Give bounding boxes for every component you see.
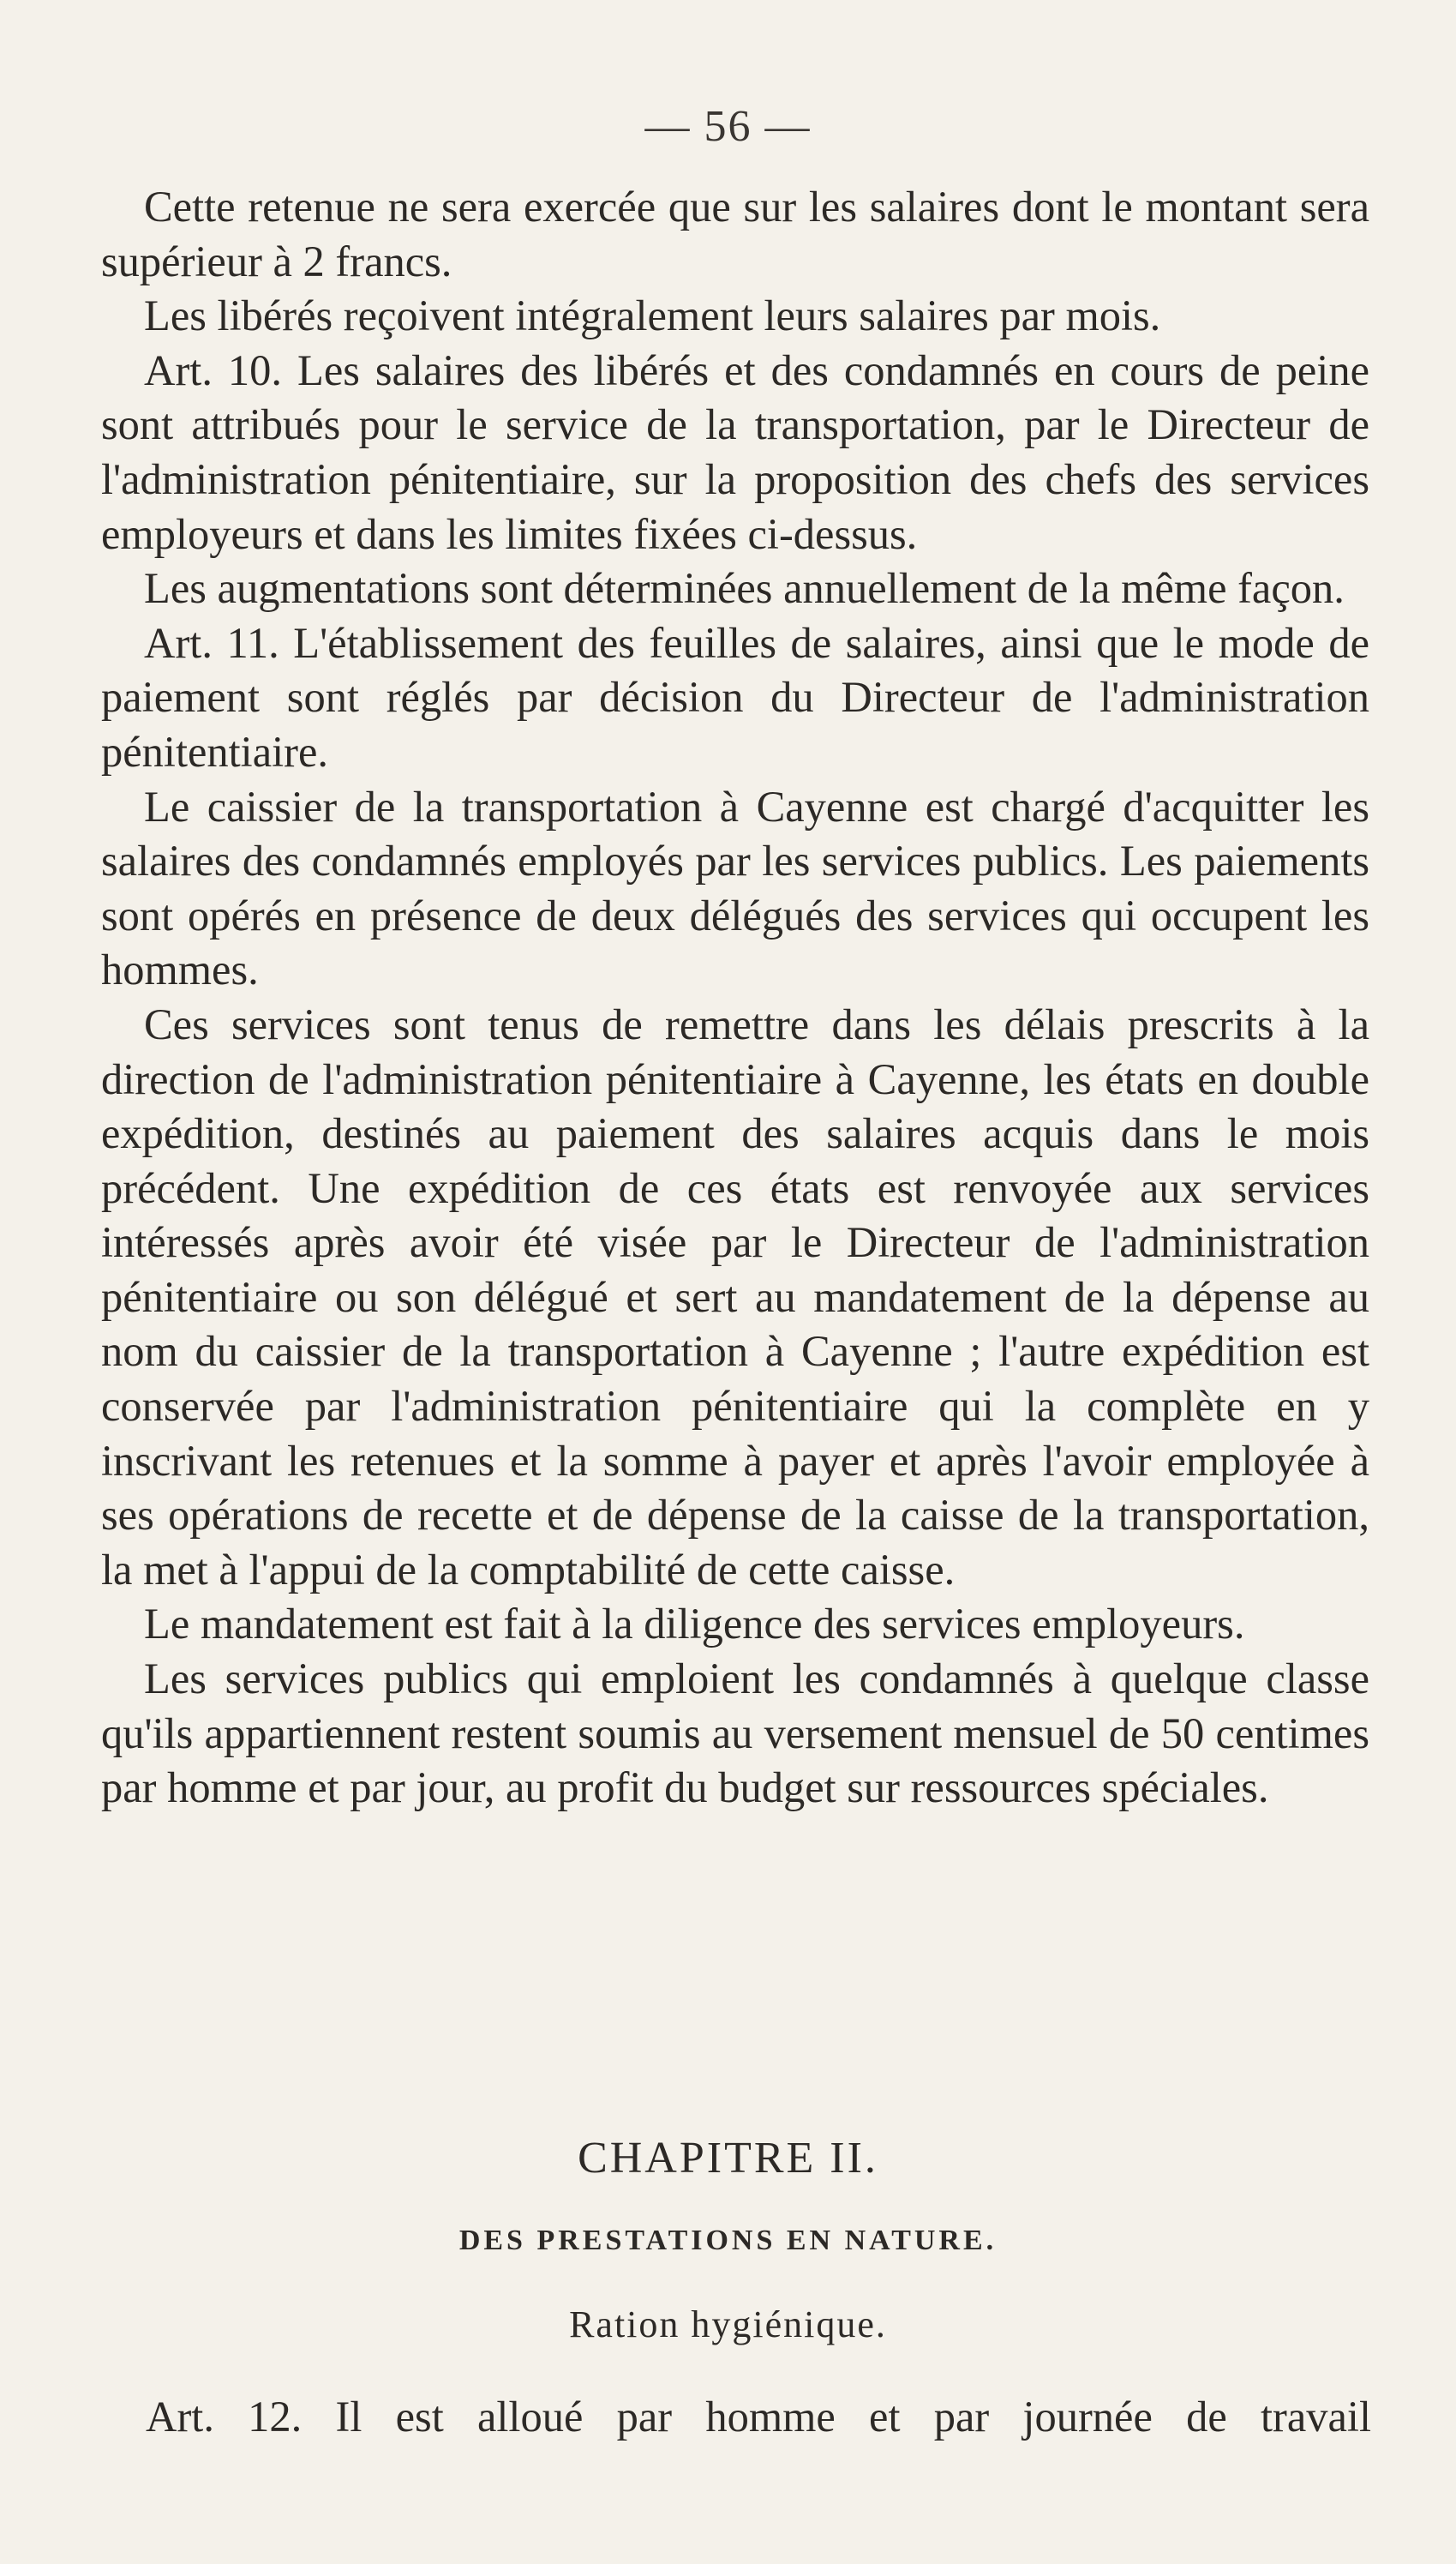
chapter-title: CHAPITRE II. <box>578 2134 878 2183</box>
article-12-line: Art. 12. Il est alloué par homme et par journée de travail <box>146 2393 1371 2441</box>
paragraph-liberes: Les libérés reçoivent intégralement leurs salaires par mois. <box>144 291 1161 340</box>
page-number: — 56 — <box>644 102 812 151</box>
paragraph-services-etats: Ces services sont tenus de remettre dans les délais prescrits à la direction de l'administration pénitentiaire à Cayenne, les états en double expédition, destinés au paiement des salaires acquis dans le mois précédent. Une expédition de ces états est renvoyée aux services intéressés après avoir été visée par le Directeur de l'administration pénitentiaire ou son délégué et sert au mandatement de la dépense au nom du caissier de la transportation à Cayenne ; l'autre expédition est conservée par l'administration pénitentiaire qui la complète en y inscrivant les retenues et la somme à payer et après l'avoir employée à ses opérations de recette et de dépense de la caisse de la transportation, la met à l'appui de la comptabilité de cette caisse. <box>101 1000 1369 1594</box>
paragraph-caissier: Le caissier de la transportation à Cayenne est chargé d'acquitter les salaires des condamnés employés par les services publics. Les paiements sont opérés en présence de deux délégués des services qui occupent les hommes. <box>101 782 1369 994</box>
paragraph-article-10: Art. 10. Les salaires des libérés et des condamnés en cours de peine sont attribués pour le service de la transportation, par le Directeur de l'administration pénitentiaire, sur la proposition des chefs des services employeurs et dans les limites fixées ci-dessus. <box>101 345 1369 558</box>
body-text <box>101 180 1369 1816</box>
subsection-title: Ration hygiénique. <box>569 2303 887 2345</box>
paragraph-article-11: Art. 11. L'établissement des feuilles de salaires, ainsi que le mode de paiement sont réglés par décision du Directeur de l'administration pénitentiaire. <box>101 618 1369 776</box>
section-title: DES PRESTATIONS EN NATURE. <box>458 2225 998 2256</box>
paragraph-mandatement: Le mandatement est fait à la diligence des services employeurs. <box>144 1600 1245 1648</box>
paragraph-services-publics: Les services publics qui emploient les condamnés à quelque classe qu'ils appartiennent restent soumis au versement mensuel de 50 centimes par homme et par jour, au profit du budget sur ressources spéciales. <box>101 1654 1369 1812</box>
paragraph-augmentations: Les augmentations sont déterminées annuellement de la même façon. <box>144 564 1345 613</box>
paragraph-retenue: Cette retenue ne sera exercée que sur les salaires dont le montant sera supérieur à 2 francs. <box>101 183 1369 285</box>
